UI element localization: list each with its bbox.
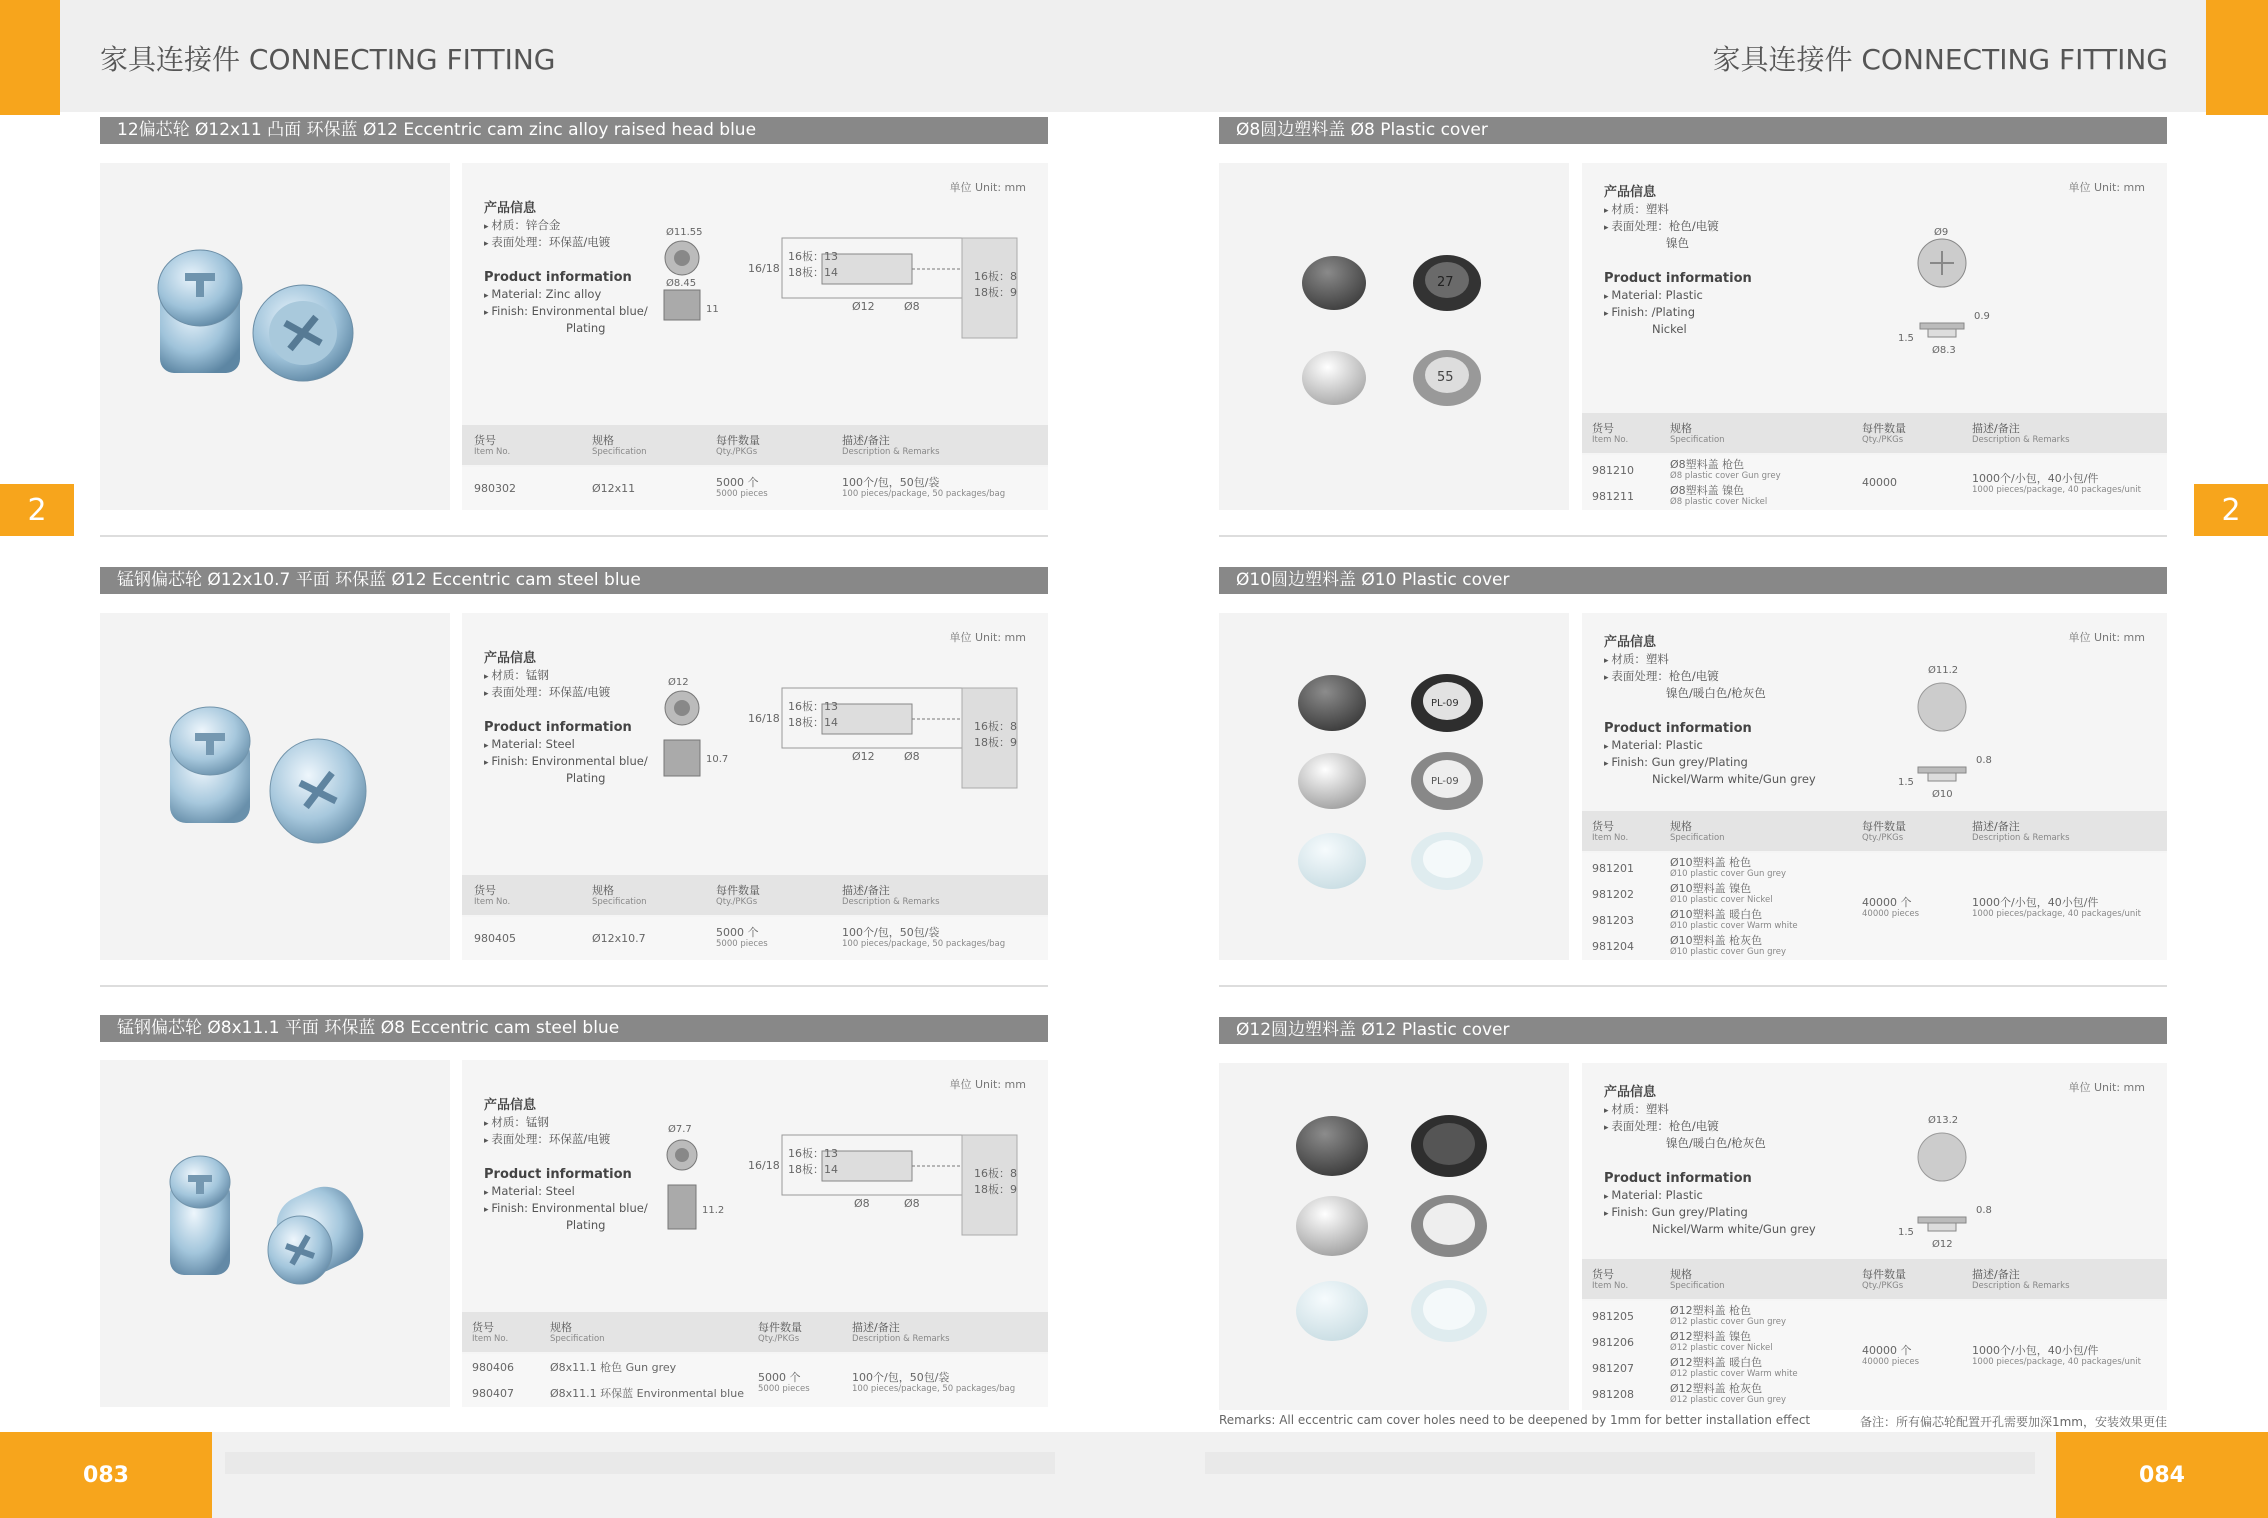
product-photo [100, 613, 450, 960]
dim-w2: Ø8 [904, 300, 920, 313]
left-page-number: 083 [0, 1432, 212, 1518]
dim-w1: Ø8 [854, 1197, 870, 1210]
dimension-drawing [1882, 663, 2022, 803]
cap-label: PL-09 [1431, 776, 1459, 787]
table-row: 981210 Ø8塑料盖 枪色 Ø8 plastic cover Gun grey 981211 Ø8塑料盖 镍色 Ø8 plastic cover Nickel 40000 1000个/小包，40小包/件 1000 pieces/package, 40 packages/unit [1582, 455, 2167, 510]
product-photo [1219, 613, 1569, 960]
dim-w1: Ø12 [852, 750, 875, 763]
dim-b2: 18板：14 [788, 1163, 838, 1176]
table-header: 货号 Item No. 规格 Specification 每件数量 Qty./PKGs 描述/备注 Description & Remarks [462, 425, 1048, 465]
dim-a: 1.5 [1898, 333, 1914, 344]
spec-panel [1582, 1063, 2167, 1410]
footer-strip-left [225, 1452, 1055, 1474]
product-info: 产品信息 ▸ 材质：塑料 ▸ 表面处理：枪色/电镀 镍色/暖白色/枪灰色 Product information ▸ Material: Plastic ▸ Finish: Gun grey/Plating Nickel/Warm white/Gun grey [1604, 635, 1816, 789]
top-left-accent [0, 0, 60, 115]
dim-r2: 18板：9 [974, 1183, 1017, 1196]
table-header: 货号 Item No. 规格 Specification 每件数量 Qty./PKGs 描述/备注 Description & Remarks [462, 875, 1048, 915]
dim-d1: Ø9 [1934, 227, 1949, 238]
product-info: 产品信息 ▸ 材质：塑料 ▸ 表面处理：枪色/电镀 镍色/暖白色/枪灰色 Product information ▸ Material: Plastic ▸ Finish: Gun grey/Plating Nickel/Warm white/Gun grey [1604, 1085, 1816, 1239]
eccentric-cam-image [100, 1060, 450, 1407]
dim-t: 16/18 [748, 1159, 780, 1172]
right-side-tab: 2 [2194, 484, 2268, 536]
dim-h: 10.7 [706, 754, 729, 765]
dimension-drawing [1882, 1113, 2022, 1253]
plastic-cover-image [1219, 613, 1569, 960]
top-right-accent [2206, 0, 2268, 115]
cap-label: PL-09 [1431, 698, 1459, 709]
unit-label: 单位 Unit: mm [949, 181, 1026, 194]
right-header-title: 家具连接件 CONNECTING FITTING [1712, 43, 2168, 76]
left-side-tab: 2 [0, 484, 74, 536]
dim-w2: Ø8 [904, 750, 920, 763]
left-header-title: 家具连接件 CONNECTING FITTING [100, 43, 556, 76]
eccentric-cam-image [100, 613, 450, 960]
section-title: Ø10圆边塑料盖 Ø10 Plastic cover [1219, 567, 2167, 594]
right-page-number: 084 [2056, 1432, 2268, 1518]
plastic-cover-image [1219, 163, 1569, 510]
dim-d1: Ø12 [668, 678, 689, 688]
spec-panel [462, 1060, 1048, 1407]
dim-d1: Ø13.2 [1928, 1115, 1959, 1126]
dim-r1: 16板：8 [974, 270, 1017, 283]
dim-b: 0.8 [1976, 1205, 1992, 1216]
unit-label: 单位 Unit: mm [2068, 631, 2145, 644]
spec-panel [1582, 613, 2167, 960]
unit-label: 单位 Unit: mm [949, 631, 1026, 644]
dim-t: 16/18 [748, 262, 780, 275]
product-photo [100, 163, 450, 510]
section-title: 锰钢偏芯轮 Ø8x11.1 平面 环保蓝 Ø8 Eccentric cam steel blue [100, 1015, 1048, 1042]
spec-panel [462, 613, 1048, 960]
dim-w1: Ø12 [852, 300, 875, 313]
dimension-drawing [662, 1125, 1042, 1245]
dim-d2: Ø8.45 [666, 278, 697, 289]
dim-d2: Ø8.3 [1932, 345, 1956, 356]
dim-r2: 18板：9 [974, 736, 1017, 749]
unit-label: 单位 Unit: mm [2068, 1081, 2145, 1094]
section-title: Ø8圆边塑料盖 Ø8 Plastic cover [1219, 117, 2167, 144]
product-info: 产品信息 ▸ 材质：锰钢 ▸ 表面处理：环保蓝/电镀 Product information ▸ Material: Steel ▸ Finish: Environmental blue/ Plating [484, 651, 648, 788]
dim-b1: 16板：13 [788, 700, 838, 713]
footer-strip-right [1205, 1452, 2035, 1474]
section-divider [1219, 535, 2167, 537]
table-row: 980405 Ø12x10.7 5000 个 5000 pieces 100个/包，50包/袋 100 pieces/package, 50 packages/bag [462, 917, 1048, 960]
dim-d1: Ø11.55 [666, 228, 703, 238]
unit-label: 单位 Unit: mm [949, 1078, 1026, 1091]
cap-label: 55 [1437, 370, 1454, 385]
remarks-cn: 备注：所有偏芯轮配置开孔需要加深1mm，安装效果更佳 [1859, 1415, 2167, 1429]
dim-r2: 18板：9 [974, 286, 1017, 299]
dim-b: 0.8 [1976, 755, 1992, 766]
dim-d2: Ø12 [1932, 1239, 1953, 1250]
section-divider [100, 535, 1048, 537]
product-info: 产品信息 ▸ 材质：锰钢 ▸ 表面处理：环保蓝/电镀 Product information ▸ Material: Steel ▸ Finish: Environmental blue/ Plating [484, 1098, 648, 1235]
dim-d1: Ø11.2 [1928, 665, 1959, 676]
dim-b2: 18板：14 [788, 266, 838, 279]
table-row: 980302 Ø12x11 5000 个 5000 pieces 100个/包，50包/袋 100 pieces/package, 50 packages/bag [462, 467, 1048, 510]
dim-h: 11.2 [702, 1205, 725, 1216]
table-header: 货号 Item No. 规格 Specification 每件数量 Qty./PKGs 描述/备注 Description & Remarks [1582, 1259, 2167, 1299]
section-title: 锰钢偏芯轮 Ø12x10.7 平面 环保蓝 Ø12 Eccentric cam steel blue [100, 567, 1048, 594]
table-header: 货号 Item No. 规格 Specification 每件数量 Qty./PKGs 描述/备注 Description & Remarks [1582, 811, 2167, 851]
dimension-drawing [1882, 223, 2022, 363]
eccentric-cam-image [100, 163, 450, 510]
dimension-drawing [662, 228, 1042, 348]
dim-d1: Ø7.7 [668, 1125, 692, 1135]
product-info: 产品信息 ▸ 材质：锌合金 ▸ 表面处理：环保蓝/电镀 Product information ▸ Material: Zinc alloy ▸ Finish: Environmental blue/ Plating [484, 201, 648, 338]
spec-panel [1582, 163, 2167, 510]
remarks-en: Remarks: All eccentric cam cover holes need to be deepened by 1mm for better installation effect [1219, 1413, 1811, 1427]
dim-r1: 16板：8 [974, 720, 1017, 733]
dim-t: 16/18 [748, 712, 780, 725]
plastic-cover-image [1219, 1063, 1569, 1410]
unit-label: 单位 Unit: mm [2068, 181, 2145, 194]
table-row: 980406 Ø8x11.1 枪色 Gun grey 980407 Ø8x11.1 环保蓝 Environmental blue 5000 个 5000 pieces 100个/包，50包/袋 100 pieces/package, 50 packages/bag [462, 1354, 1048, 1407]
dimension-drawing [662, 678, 1042, 798]
section-title: Ø12圆边塑料盖 Ø12 Plastic cover [1219, 1017, 2167, 1044]
dim-b1: 16板：13 [788, 250, 838, 263]
dim-d2: Ø10 [1932, 789, 1953, 800]
dim-b: 0.9 [1974, 311, 1990, 322]
table-row: 981205 Ø12塑料盖 枪色 Ø12 plastic cover Gun grey 981206 Ø12塑料盖 镍色 Ø12 plastic cover Nickel 981207 Ø12塑料盖 暖白色 Ø12 plastic cover Warm white 981208 Ø12塑料盖 枪灰色 Ø12 plastic cover Gun grey 40000 个 40000 pieces 1000个/小包，40小包/件 1000 pieces/package, 40 packages/unit [1582, 1301, 2167, 1410]
dim-h: 11 [706, 304, 719, 315]
product-photo [1219, 1063, 1569, 1410]
spec-panel [462, 163, 1048, 510]
dim-w2: Ø8 [904, 1197, 920, 1210]
cap-label: 27 [1437, 275, 1454, 290]
dim-a: 1.5 [1898, 1227, 1914, 1238]
section-title: 12偏芯轮 Ø12x11 凸面 环保蓝 Ø12 Eccentric cam zinc alloy raised head blue [100, 117, 1048, 144]
product-info: 产品信息 ▸ 材质：塑料 ▸ 表面处理：枪色/电镀 镍色 Product information ▸ Material: Plastic ▸ Finish: /Plating Nickel [1604, 185, 1752, 339]
table-header: 货号 Item No. 规格 Specification 每件数量 Qty./PKGs 描述/备注 Description & Remarks [1582, 413, 2167, 453]
product-photo [100, 1060, 450, 1407]
table-header: 货号 Item No. 规格 Specification 每件数量 Qty./PKGs 描述/备注 Description & Remarks [462, 1312, 1048, 1352]
dim-r1: 16板：8 [974, 1167, 1017, 1180]
bottom-band [0, 1432, 2268, 1518]
section-divider [1219, 985, 2167, 987]
dim-a: 1.5 [1898, 777, 1914, 788]
section-divider [100, 985, 1048, 987]
dim-b1: 16板：13 [788, 1147, 838, 1160]
table-row: 981201 Ø10塑料盖 枪色 Ø10 plastic cover Gun grey 981202 Ø10塑料盖 镍色 Ø10 plastic cover Nickel 981203 Ø10塑料盖 暖白色 Ø10 plastic cover Warm white 981204 Ø10塑料盖 枪灰色 Ø10 plastic cover Gun grey 40000 个 40000 pieces 1000个/小包，40小包/件 1000 pieces/package, 40 packages/unit [1582, 853, 2167, 960]
dim-b2: 18板：14 [788, 716, 838, 729]
product-photo [1219, 163, 1569, 510]
